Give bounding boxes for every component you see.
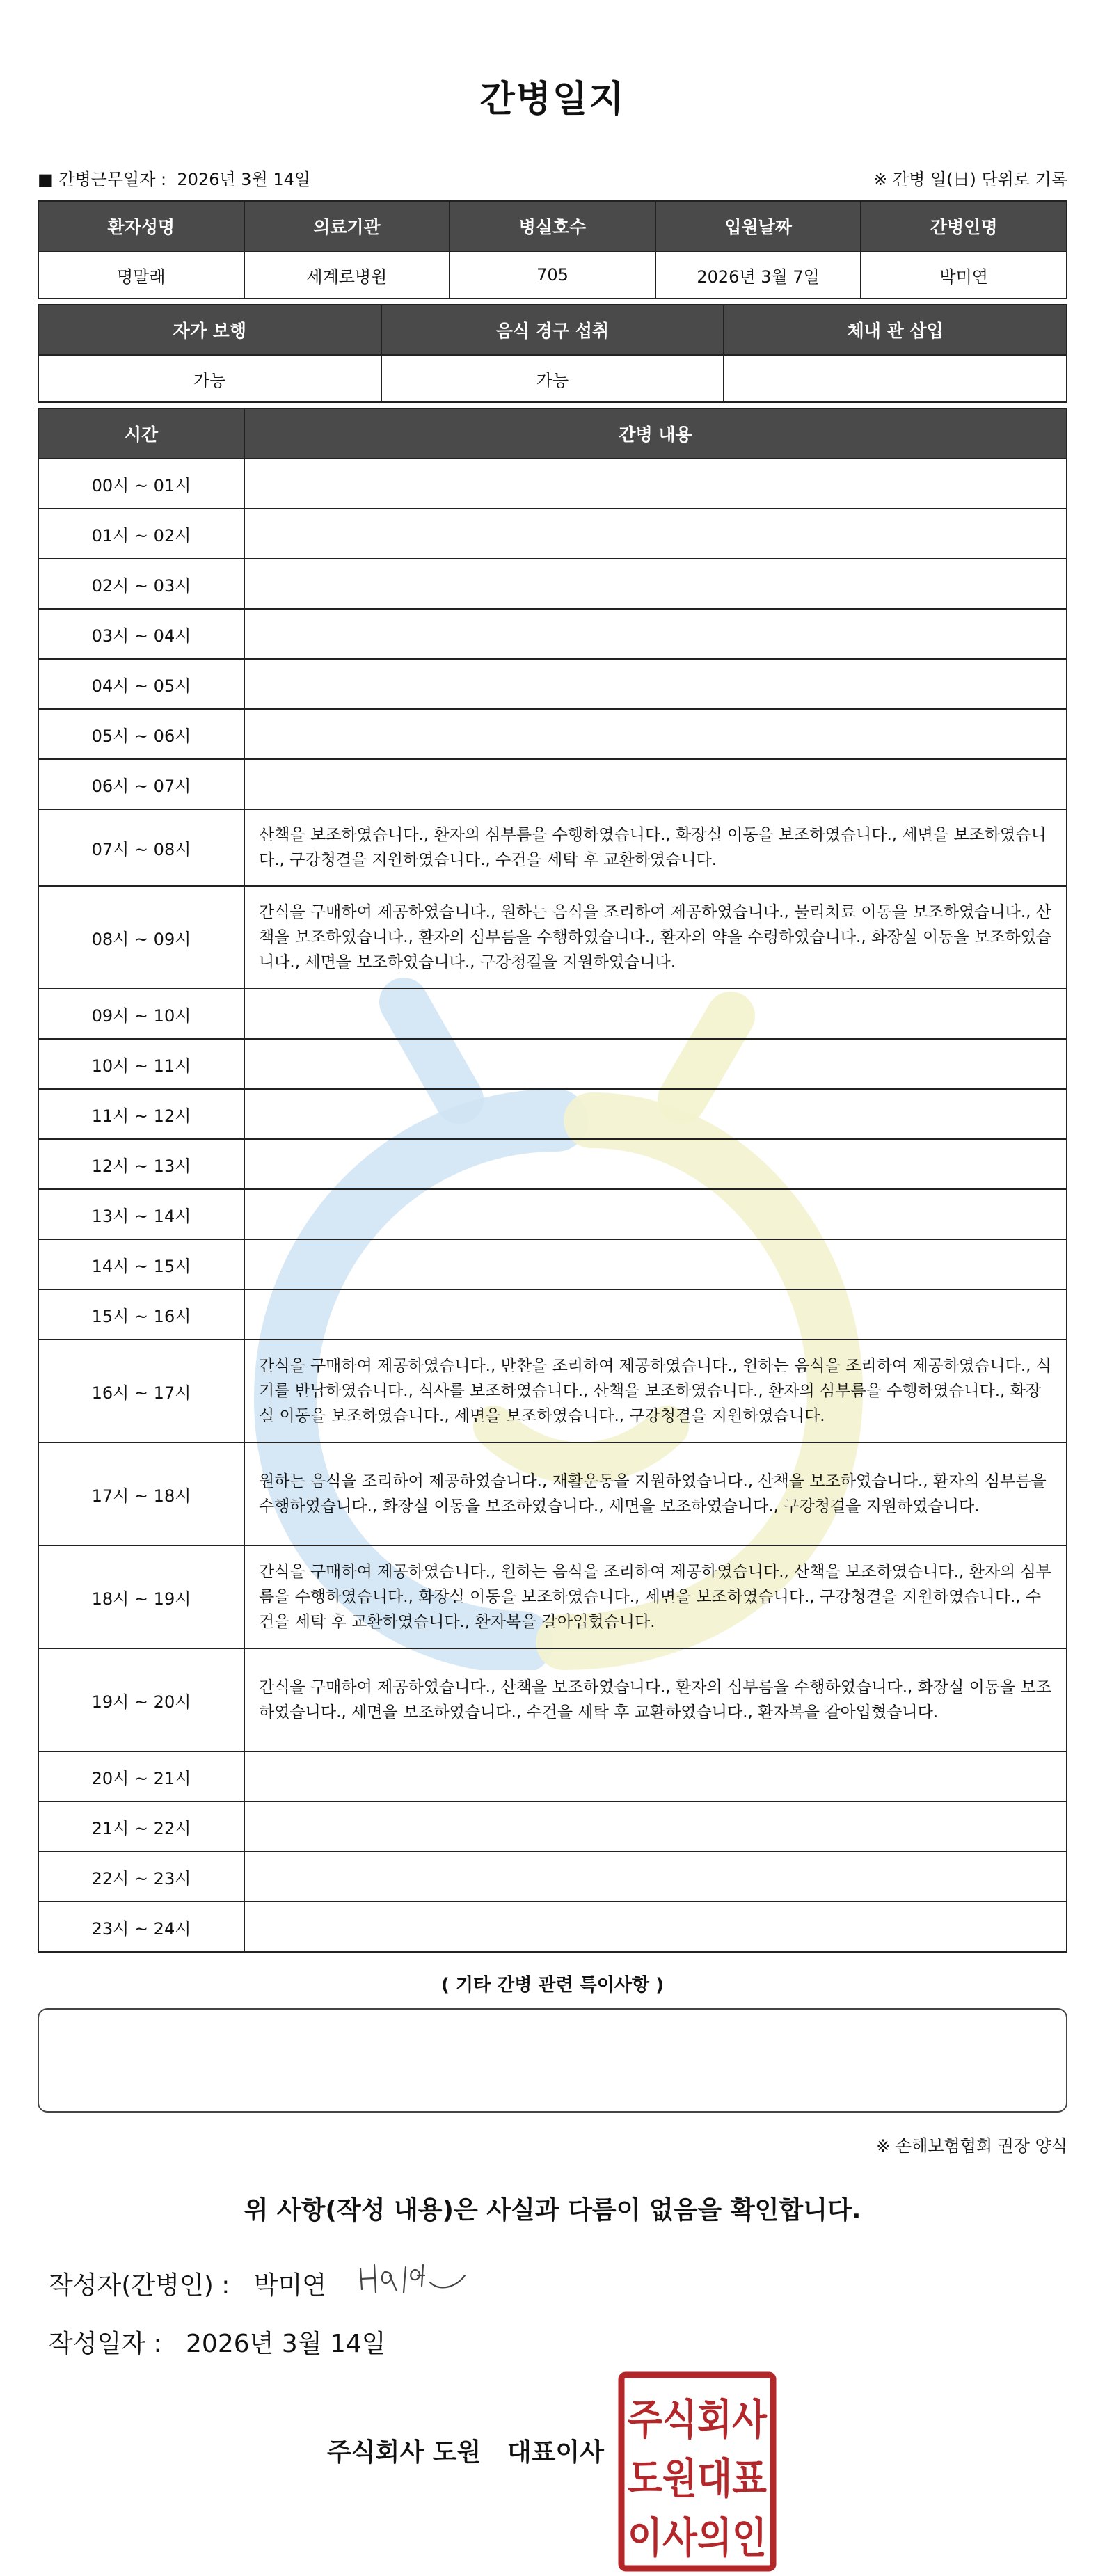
header-patient-name: 환자성명: [38, 201, 244, 251]
log-content: [244, 1751, 1067, 1802]
header-admission-date: 입원날짜: [655, 201, 861, 251]
remarks-title: ( 기타 간병 관련 특이사항 ): [440, 1975, 665, 1996]
admission-date: 2026년 3월 7일: [655, 251, 861, 299]
log-content: [244, 1902, 1067, 1952]
log-row: [38, 1545, 1067, 1648]
log-row: [38, 1648, 1067, 1751]
caregiver-name: 박미연: [861, 251, 1067, 299]
log-row: [38, 659, 1067, 709]
log-time: 00시 ~ 01시: [38, 459, 244, 509]
oral-intake-value: 가능: [381, 355, 724, 402]
log-time: 03시 ~ 04시: [38, 609, 244, 659]
header-tube: 체내 관 삽입: [724, 305, 1067, 355]
header-caregiver: 간병인명: [861, 201, 1067, 251]
log-content: [244, 1039, 1067, 1089]
log-row: [38, 1902, 1067, 1952]
log-time: 01시 ~ 02시: [38, 509, 244, 559]
log-row: [38, 609, 1067, 659]
svg-text:주식회사: 주식회사: [628, 2396, 768, 2444]
header-oral-intake: 음식 경구 섭취: [381, 305, 724, 355]
log-time: 04시 ~ 05시: [38, 659, 244, 709]
company-line: [327, 2433, 604, 2468]
room-number: 705: [450, 251, 655, 299]
written-date-line: [49, 2324, 386, 2360]
work-date: [38, 166, 310, 190]
log-content: [244, 709, 1067, 759]
log-row: [38, 1139, 1067, 1189]
care-log-table: [38, 408, 1067, 1953]
log-content: 산책을 보조하였습니다., 환자의 심부름을 수행하였습니다., 화장실 이동을 보조하였습니다., 세면을 보조하였습니다., 구강청결을 지원하였습니다., 수건을 세탁 후 교환하였습니다.: [244, 809, 1067, 886]
log-content: [244, 759, 1067, 809]
log-content: [244, 609, 1067, 659]
log-time: 09시 ~ 10시: [38, 989, 244, 1039]
header-care-content: 간병 내용: [244, 408, 1067, 459]
svg-text:이사의인: 이사의인: [628, 2514, 767, 2563]
company-seal: [618, 2371, 777, 2572]
log-time: 13시 ~ 14시: [38, 1189, 244, 1239]
log-time: 19시 ~ 20시: [38, 1648, 244, 1751]
tube-value: [724, 355, 1067, 402]
log-time: 08시 ~ 09시: [38, 886, 244, 989]
log-content: [244, 989, 1067, 1039]
patient-info-table: [38, 200, 1067, 299]
log-time: 22시 ~ 23시: [38, 1852, 244, 1902]
log-row: [38, 1289, 1067, 1339]
confirmation-statement: 위 사항(작성 내용)은 사실과 다름이 없음을 확인합니다.: [244, 2196, 861, 2225]
log-content: [244, 1802, 1067, 1852]
log-content: [244, 1239, 1067, 1289]
log-row: [38, 459, 1067, 509]
log-time: 21시 ~ 22시: [38, 1802, 244, 1852]
log-row: [38, 1442, 1067, 1545]
handwritten-signature: [353, 2255, 472, 2303]
log-content: [244, 659, 1067, 709]
log-time: 14시 ~ 15시: [38, 1239, 244, 1289]
date-value: 2026년 3월 14일: [186, 2330, 386, 2358]
log-content: [244, 1189, 1067, 1239]
header-time: 시간: [38, 408, 244, 459]
writer-line: [49, 2266, 326, 2301]
remarks-box: [38, 2008, 1067, 2113]
log-row: [38, 559, 1067, 609]
header-hospital: 의료기관: [244, 201, 450, 251]
meta-row: [38, 166, 1067, 190]
log-time: 18시 ~ 19시: [38, 1545, 244, 1648]
log-time: 05시 ~ 06시: [38, 709, 244, 759]
log-time: 06시 ~ 07시: [38, 759, 244, 809]
log-content: 간식을 구매하여 제공하였습니다., 산책을 보조하였습니다., 환자의 심부름을 수행하였습니다., 화장실 이동을 보조하였습니다., 세면을 보조하였습니다., 수건을 세탁 후 교환하였습니다., 환자복을 갈아입혔습니다.: [244, 1648, 1067, 1751]
log-time: 16시 ~ 17시: [38, 1339, 244, 1442]
log-row: [38, 509, 1067, 559]
log-time: 10시 ~ 11시: [38, 1039, 244, 1089]
unit-note: ※ 간병 일(日) 단위로 기록: [873, 170, 1067, 189]
svg-text:도원대표: 도원대표: [628, 2455, 768, 2504]
log-content: [244, 1089, 1067, 1139]
work-date-value: 2026년 3월 14일: [177, 170, 311, 189]
work-date-label: 간병근무일자 :: [58, 170, 167, 189]
log-time: 11시 ~ 12시: [38, 1089, 244, 1139]
log-row: [38, 709, 1067, 759]
log-time: 17시 ~ 18시: [38, 1442, 244, 1545]
representative-label: 대표이사: [507, 2438, 604, 2467]
log-time: 07시 ~ 08시: [38, 809, 244, 886]
log-content: [244, 1852, 1067, 1902]
log-row: [38, 1239, 1067, 1289]
patient-name: 명말래: [38, 251, 244, 299]
log-row: [38, 809, 1067, 886]
log-row: [38, 759, 1067, 809]
writer-name: 박미연: [253, 2271, 326, 2300]
log-time: 20시 ~ 21시: [38, 1751, 244, 1802]
date-label: 작성일자 :: [49, 2330, 162, 2358]
log-content: [244, 509, 1067, 559]
log-time: 15시 ~ 16시: [38, 1289, 244, 1339]
header-room: 병실호수: [450, 201, 655, 251]
log-content: [244, 559, 1067, 609]
log-content: [244, 1289, 1067, 1339]
log-content: [244, 459, 1067, 509]
log-content: 간식을 구매하여 제공하였습니다., 원하는 음식을 조리하여 제공하였습니다., 물리치료 이동을 보조하였습니다., 산책을 보조하였습니다., 환자의 심부름을 수행하였습니다., 환자의 약을 수령하였습니다., 화장실 이동을 보조하였습니다., 세면을 보조하였습니다., 구강청결을 지원하였습니다.: [244, 886, 1067, 989]
company-name: 주식회사 도원: [327, 2438, 482, 2467]
walking-value: 가능: [38, 355, 381, 402]
log-row: [38, 1039, 1067, 1089]
log-row: [38, 989, 1067, 1039]
log-time: 12시 ~ 13시: [38, 1139, 244, 1189]
log-row: [38, 1751, 1067, 1802]
log-row: [38, 886, 1067, 989]
recommend-note: ※ 손해보험협회 권장 양식: [876, 2136, 1067, 2156]
log-row: [38, 1852, 1067, 1902]
log-time: 02시 ~ 03시: [38, 559, 244, 609]
log-content: 원하는 음식을 조리하여 제공하였습니다., 재활운동을 지원하였습니다., 산책을 보조하였습니다., 환자의 심부름을 수행하였습니다., 화장실 이동을 보조하였습니다., 세면을 보조하였습니다., 구강청결을 지원하였습니다.: [244, 1442, 1067, 1545]
patient-ability-table: [38, 304, 1067, 403]
writer-label: 작성자(간병인) :: [49, 2271, 230, 2300]
header-walking: 자가 보행: [38, 305, 381, 355]
document-title: 간병일지: [479, 79, 626, 120]
log-row: [38, 1339, 1067, 1442]
log-content: [244, 1139, 1067, 1189]
hospital-name: 세계로병원: [244, 251, 450, 299]
log-row: [38, 1089, 1067, 1139]
log-content: 간식을 구매하여 제공하였습니다., 원하는 음식을 조리하여 제공하였습니다., 산책을 보조하였습니다., 환자의 심부름을 수행하였습니다., 화장실 이동을 보조하였습니다., 세면을 보조하였습니다., 구강청결을 지원하였습니다., 수건을 세탁 후 교환하였습니다., 환자복을 갈아입혔습니다.: [244, 1545, 1067, 1648]
log-time: 23시 ~ 24시: [38, 1902, 244, 1952]
log-row: [38, 1802, 1067, 1852]
log-row: [38, 1189, 1067, 1239]
log-content: 간식을 구매하여 제공하였습니다., 반찬을 조리하여 제공하였습니다., 원하는 음식을 조리하여 제공하였습니다., 식기를 반납하였습니다., 식사를 보조하였습니다., 산책을 보조하였습니다., 환자의 심부름을 수행하였습니다., 화장실 이동을 보조하였습니다., 세면을 보조하였습니다., 구강청결을 지원하였습니다.: [244, 1339, 1067, 1442]
